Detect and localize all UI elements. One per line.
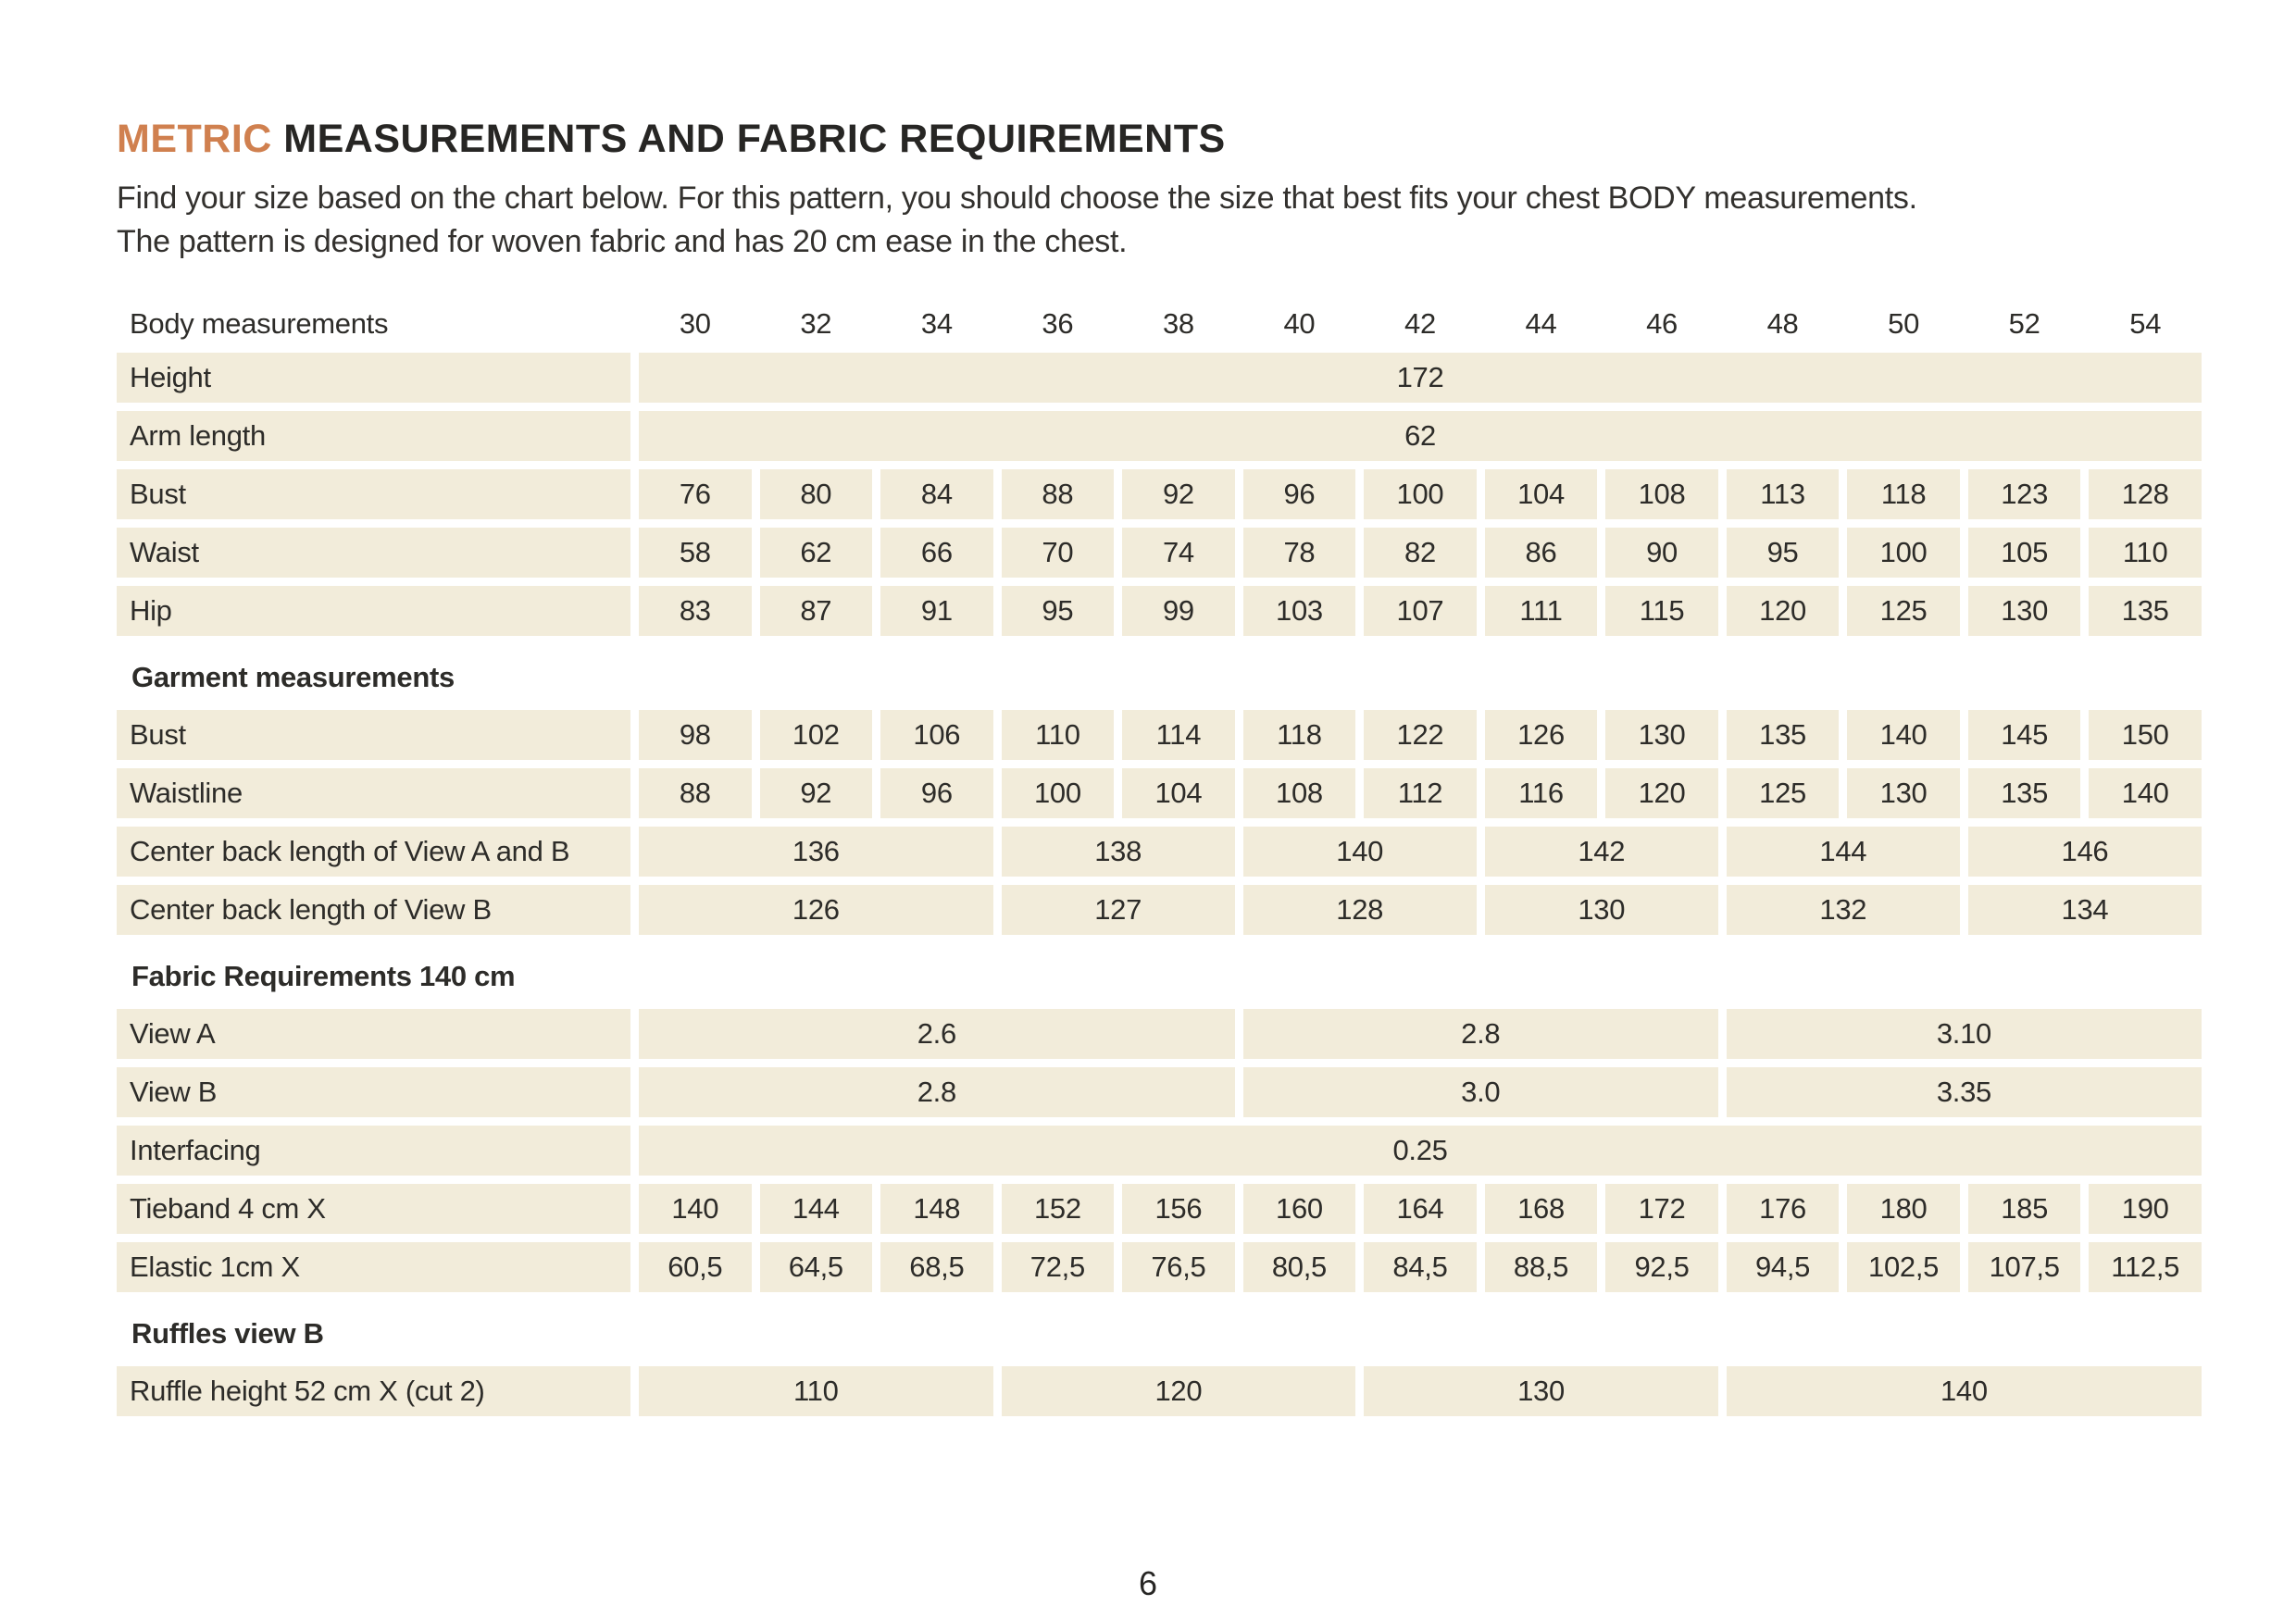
value-cell: 144 bbox=[760, 1184, 873, 1234]
value-cell: 172 bbox=[1605, 1184, 1718, 1234]
value-cell: 126 bbox=[639, 885, 993, 935]
table-row bbox=[117, 710, 2202, 760]
value-cell: 110 bbox=[1002, 710, 1115, 760]
value-cell: 104 bbox=[1122, 768, 1235, 818]
size-column-header: 54 bbox=[2129, 306, 2162, 340]
table-row bbox=[117, 469, 2202, 519]
value-cell: 142 bbox=[1485, 827, 1718, 877]
value-cell: 100 bbox=[1364, 469, 1477, 519]
size-column-header: 30 bbox=[679, 306, 711, 340]
table-row bbox=[117, 353, 2202, 403]
table-row bbox=[117, 411, 2202, 461]
value-cell: 144 bbox=[1727, 827, 1960, 877]
value-cell: 80,5 bbox=[1243, 1242, 1356, 1292]
table-row bbox=[117, 528, 2202, 578]
value-cell: 84,5 bbox=[1364, 1242, 1477, 1292]
value-cell: 62 bbox=[760, 528, 873, 578]
value-cell: 107 bbox=[1364, 586, 1477, 636]
section-heading: Ruffles view B bbox=[131, 1316, 324, 1350]
intro-text bbox=[117, 177, 2215, 264]
value-cell: 102 bbox=[760, 710, 873, 760]
value-cell: 64,5 bbox=[760, 1242, 873, 1292]
size-column-header: 34 bbox=[920, 306, 953, 340]
value-cell: 96 bbox=[880, 768, 993, 818]
value-cell: 99 bbox=[1122, 586, 1235, 636]
value-cell: 135 bbox=[1968, 768, 2081, 818]
value-cell: 90 bbox=[1605, 528, 1718, 578]
page-number: 6 bbox=[1138, 1564, 1158, 1602]
value-cell: 135 bbox=[1727, 710, 1840, 760]
value-cell: 120 bbox=[1605, 768, 1718, 818]
intro-line-2: The pattern is designed for woven fabric and has 20 cm ease in the chest. bbox=[117, 223, 1128, 259]
size-column-header: 38 bbox=[1162, 306, 1194, 340]
value-cell: 2.8 bbox=[639, 1067, 1235, 1117]
value-cell: 2.8 bbox=[1243, 1009, 1718, 1059]
value-cell: 148 bbox=[880, 1184, 993, 1234]
value-cell: 0.25 bbox=[639, 1126, 2202, 1176]
value-cell: 176 bbox=[1727, 1184, 1840, 1234]
value-cell: 130 bbox=[1605, 710, 1718, 760]
table-row bbox=[117, 1067, 2202, 1117]
size-column-header: 32 bbox=[800, 306, 832, 340]
value-cell: 180 bbox=[1847, 1184, 1960, 1234]
value-cell: 110 bbox=[639, 1366, 993, 1416]
value-cell: 115 bbox=[1605, 586, 1718, 636]
value-cell: 134 bbox=[1968, 885, 2202, 935]
value-cell: 116 bbox=[1485, 768, 1598, 818]
value-cell: 92 bbox=[1122, 469, 1235, 519]
row-label: Center back length of View A and B bbox=[117, 827, 630, 877]
value-cell: 138 bbox=[1002, 827, 1235, 877]
value-cell: 127 bbox=[1002, 885, 1235, 935]
value-cell: 111 bbox=[1485, 586, 1598, 636]
page-title-rest: MEASUREMENTS AND FABRIC REQUIREMENTS bbox=[283, 117, 1226, 161]
table-row bbox=[117, 827, 2202, 877]
value-cell: 105 bbox=[1968, 528, 2081, 578]
value-cell: 95 bbox=[1002, 586, 1115, 636]
value-cell: 113 bbox=[1727, 469, 1840, 519]
value-cell: 145 bbox=[1968, 710, 2081, 760]
value-cell: 146 bbox=[1968, 827, 2202, 877]
table-row bbox=[117, 768, 2202, 818]
value-cell: 112 bbox=[1364, 768, 1477, 818]
value-cell: 86 bbox=[1485, 528, 1598, 578]
value-cell: 120 bbox=[1727, 586, 1840, 636]
value-cell: 106 bbox=[880, 710, 993, 760]
value-cell: 130 bbox=[1364, 1366, 1718, 1416]
size-column-header: 44 bbox=[1525, 306, 1557, 340]
page-title-accent: METRIC bbox=[117, 117, 272, 161]
value-cell: 76,5 bbox=[1122, 1242, 1235, 1292]
value-cell: 88,5 bbox=[1485, 1242, 1598, 1292]
value-cell: 140 bbox=[639, 1184, 752, 1234]
value-cell: 2.6 bbox=[639, 1009, 1235, 1059]
value-cell: 108 bbox=[1243, 768, 1356, 818]
value-cell: 164 bbox=[1364, 1184, 1477, 1234]
row-label: Arm length bbox=[117, 411, 630, 461]
value-cell: 126 bbox=[1485, 710, 1598, 760]
value-cell: 88 bbox=[639, 768, 752, 818]
size-column-header: 50 bbox=[1888, 306, 1920, 340]
value-cell: 120 bbox=[1002, 1366, 1356, 1416]
table-row bbox=[117, 1184, 2202, 1234]
row-label: Tieband 4 cm X bbox=[117, 1184, 630, 1234]
value-cell: 78 bbox=[1243, 528, 1356, 578]
row-label: View A bbox=[117, 1009, 630, 1059]
value-cell: 84 bbox=[880, 469, 993, 519]
page-title bbox=[117, 117, 2215, 162]
value-cell: 94,5 bbox=[1727, 1242, 1840, 1292]
row-label: Ruffle height 52 cm X (cut 2) bbox=[117, 1366, 630, 1416]
value-cell: 118 bbox=[1243, 710, 1356, 760]
table-header-row bbox=[117, 305, 2202, 344]
value-cell: 132 bbox=[1727, 885, 1960, 935]
value-cell: 140 bbox=[1243, 827, 1477, 877]
size-column-header: 42 bbox=[1404, 306, 1436, 340]
value-cell: 190 bbox=[2089, 1184, 2202, 1234]
value-cell: 102,5 bbox=[1847, 1242, 1960, 1292]
section-row bbox=[117, 1301, 2202, 1358]
row-label: Interfacing bbox=[117, 1126, 630, 1176]
value-cell: 130 bbox=[1968, 586, 2081, 636]
value-cell: 66 bbox=[880, 528, 993, 578]
value-cell: 112,5 bbox=[2089, 1242, 2202, 1292]
value-cell: 128 bbox=[2089, 469, 2202, 519]
size-column-header: 36 bbox=[1042, 306, 1074, 340]
table-row bbox=[117, 885, 2202, 935]
row-label: Center back length of View B bbox=[117, 885, 630, 935]
value-cell: 3.35 bbox=[1727, 1067, 2202, 1117]
row-label: Height bbox=[117, 353, 630, 403]
value-cell: 96 bbox=[1243, 469, 1356, 519]
value-cell: 58 bbox=[639, 528, 752, 578]
value-cell: 60,5 bbox=[639, 1242, 752, 1292]
value-cell: 76 bbox=[639, 469, 752, 519]
value-cell: 92 bbox=[760, 768, 873, 818]
value-cell: 172 bbox=[639, 353, 2202, 403]
section-row bbox=[117, 943, 2202, 1001]
value-cell: 107,5 bbox=[1968, 1242, 2081, 1292]
value-cell: 62 bbox=[639, 411, 2202, 461]
table-row bbox=[117, 1242, 2202, 1292]
value-cell: 125 bbox=[1847, 586, 1960, 636]
size-column-header: 40 bbox=[1283, 306, 1316, 340]
value-cell: 123 bbox=[1968, 469, 2081, 519]
table-row bbox=[117, 1009, 2202, 1059]
row-label: Bust bbox=[117, 710, 630, 760]
table-row bbox=[117, 586, 2202, 636]
value-cell: 156 bbox=[1122, 1184, 1235, 1234]
row-label: Elastic 1cm X bbox=[117, 1242, 630, 1292]
table-row bbox=[117, 1126, 2202, 1176]
value-cell: 130 bbox=[1847, 768, 1960, 818]
value-cell: 168 bbox=[1485, 1184, 1598, 1234]
value-cell: 136 bbox=[639, 827, 993, 877]
row-label: View B bbox=[117, 1067, 630, 1117]
value-cell: 83 bbox=[639, 586, 752, 636]
value-cell: 160 bbox=[1243, 1184, 1356, 1234]
value-cell: 114 bbox=[1122, 710, 1235, 760]
row-label: Hip bbox=[117, 586, 630, 636]
value-cell: 140 bbox=[1727, 1366, 2202, 1416]
value-cell: 152 bbox=[1002, 1184, 1115, 1234]
value-cell: 135 bbox=[2089, 586, 2202, 636]
value-cell: 72,5 bbox=[1002, 1242, 1115, 1292]
section-row bbox=[117, 644, 2202, 702]
value-cell: 74 bbox=[1122, 528, 1235, 578]
value-cell: 128 bbox=[1243, 885, 1477, 935]
row-label: Bust bbox=[117, 469, 630, 519]
size-table bbox=[108, 297, 2210, 1425]
value-cell: 103 bbox=[1243, 586, 1356, 636]
header-label: Body measurements bbox=[130, 306, 389, 340]
section-heading: Fabric Requirements 140 cm bbox=[131, 959, 516, 992]
value-cell: 87 bbox=[760, 586, 873, 636]
value-cell: 125 bbox=[1727, 768, 1840, 818]
value-cell: 68,5 bbox=[880, 1242, 993, 1292]
value-cell: 91 bbox=[880, 586, 993, 636]
value-cell: 140 bbox=[2089, 768, 2202, 818]
value-cell: 88 bbox=[1002, 469, 1115, 519]
value-cell: 3.10 bbox=[1727, 1009, 2202, 1059]
value-cell: 82 bbox=[1364, 528, 1477, 578]
value-cell: 92,5 bbox=[1605, 1242, 1718, 1292]
value-cell: 122 bbox=[1364, 710, 1477, 760]
table-row bbox=[117, 1366, 2202, 1416]
value-cell: 185 bbox=[1968, 1184, 2081, 1234]
value-cell: 70 bbox=[1002, 528, 1115, 578]
value-cell: 95 bbox=[1727, 528, 1840, 578]
section-heading: Garment measurements bbox=[131, 660, 455, 693]
value-cell: 140 bbox=[1847, 710, 1960, 760]
size-column-header: 52 bbox=[2008, 306, 2040, 340]
value-cell: 3.0 bbox=[1243, 1067, 1718, 1117]
intro-line-1: Find your size based on the chart below. For this pattern, you should choose the size that best fits your chest BODY measurements. bbox=[117, 180, 1917, 216]
size-column-header: 46 bbox=[1646, 306, 1678, 340]
row-label: Waist bbox=[117, 528, 630, 578]
value-cell: 100 bbox=[1847, 528, 1960, 578]
value-cell: 100 bbox=[1002, 768, 1115, 818]
value-cell: 130 bbox=[1485, 885, 1718, 935]
value-cell: 104 bbox=[1485, 469, 1598, 519]
value-cell: 110 bbox=[2089, 528, 2202, 578]
row-label: Waistline bbox=[117, 768, 630, 818]
value-cell: 108 bbox=[1605, 469, 1718, 519]
size-column-header: 48 bbox=[1766, 306, 1799, 340]
value-cell: 150 bbox=[2089, 710, 2202, 760]
value-cell: 80 bbox=[760, 469, 873, 519]
value-cell: 98 bbox=[639, 710, 752, 760]
value-cell: 118 bbox=[1847, 469, 1960, 519]
